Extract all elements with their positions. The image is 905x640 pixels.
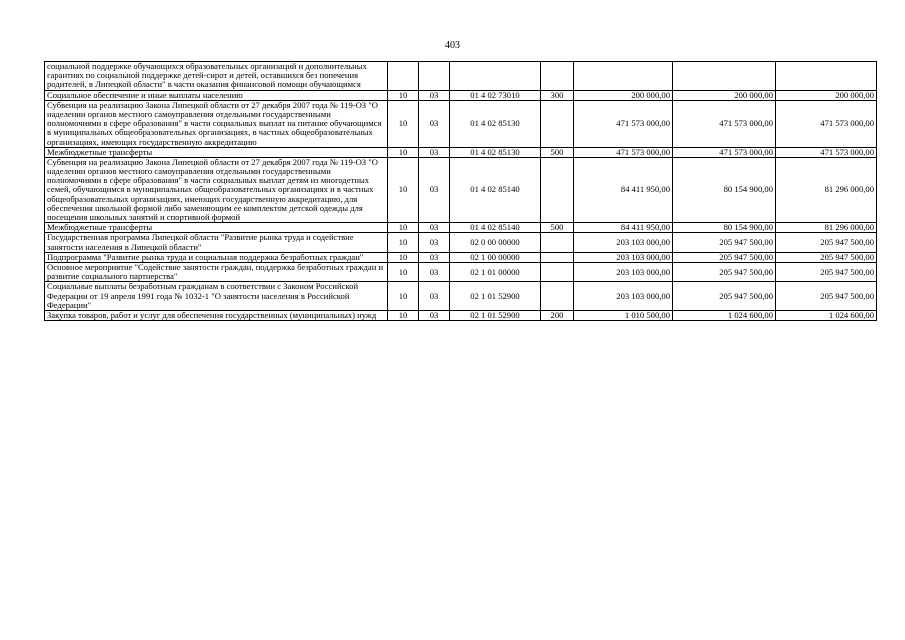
- cell-subsection: 03: [419, 252, 450, 262]
- table-row: [45, 90, 877, 100]
- table-row: [45, 157, 877, 222]
- cell-name: Подпрограмма "Развитие рынка труда и социальная поддержка безработных граждан": [45, 252, 388, 262]
- cell-name: Межбюджетные трансферты: [45, 147, 388, 157]
- cell-expense-type: [541, 252, 574, 262]
- cell-amount-year-3: 471 573 000,00: [776, 147, 877, 157]
- cell-section: [388, 62, 419, 91]
- table-row: [45, 282, 877, 311]
- cell-amount-year-2: 205 947 500,00: [673, 282, 776, 311]
- cell-name: Закупка товаров, работ и услуг для обеспечения государственных (муниципальных) нужд: [45, 310, 388, 320]
- cell-amount-year-2: 1 024 600,00: [673, 310, 776, 320]
- cell-target-article: 02 0 00 00000: [450, 233, 541, 252]
- cell-amount-year-2: 471 573 000,00: [673, 147, 776, 157]
- cell-section: 10: [388, 147, 419, 157]
- cell-target-article: 01 4 02 85130: [450, 147, 541, 157]
- cell-amount-year-2: 80 154 900,00: [673, 157, 776, 222]
- cell-amount-year-2: [673, 62, 776, 91]
- cell-amount-year-3: 1 024 600,00: [776, 310, 877, 320]
- table-row: [45, 233, 877, 252]
- cell-amount-year-2: 471 573 000,00: [673, 100, 776, 147]
- cell-name: Социальные выплаты безработным гражданам в соответствии с Законом Российской Федерации от 19 апреля 1991 года № 1032-1 "О занятости населения в Российской Федерации": [45, 282, 388, 311]
- cell-target-article: 02 1 01 52900: [450, 310, 541, 320]
- cell-target-article: 01 4 02 85130: [450, 100, 541, 147]
- cell-subsection: 03: [419, 223, 450, 233]
- cell-section: 10: [388, 100, 419, 147]
- cell-target-article: 02 1 01 00000: [450, 262, 541, 281]
- cell-expense-type: 500: [541, 147, 574, 157]
- cell-amount-year-1: [574, 62, 673, 91]
- cell-target-article: 01 4 02 85140: [450, 223, 541, 233]
- budget-table-body: [45, 62, 877, 321]
- cell-amount-year-3: [776, 62, 877, 91]
- cell-amount-year-1: 203 103 000,00: [574, 262, 673, 281]
- cell-subsection: 03: [419, 90, 450, 100]
- cell-target-article: 01 4 02 73010: [450, 90, 541, 100]
- cell-amount-year-3: 205 947 500,00: [776, 252, 877, 262]
- cell-section: 10: [388, 252, 419, 262]
- table-row: [45, 262, 877, 281]
- cell-amount-year-2: 205 947 500,00: [673, 252, 776, 262]
- cell-amount-year-2: 205 947 500,00: [673, 233, 776, 252]
- cell-subsection: 03: [419, 262, 450, 281]
- cell-subsection: 03: [419, 157, 450, 222]
- cell-amount-year-1: 84 411 950,00: [574, 223, 673, 233]
- cell-target-article: [450, 62, 541, 91]
- table-row: [45, 100, 877, 147]
- cell-name: Субвенция на реализацию Закона Липецкой области от 27 декабря 2007 года № 119-ОЗ "О наделении органов местного самоуправления отдельными государственными полномочиями в сфере образования" в части социальных выплат детям из многодетных семей, обучающимся в муниципальных общеобразовательных организациях и в частных общеобразовательных организациях, имеющих государственную аккредитацию, для обеспечения школьной формой либо заменяющим ее комплектом детской одежды для посещения школьных занятий и спортивной формой: [45, 157, 388, 222]
- cell-section: 10: [388, 233, 419, 252]
- cell-amount-year-3: 205 947 500,00: [776, 233, 877, 252]
- cell-expense-type: [541, 262, 574, 281]
- cell-amount-year-3: 200 000,00: [776, 90, 877, 100]
- cell-target-article: 02 1 01 52900: [450, 282, 541, 311]
- cell-expense-type: 200: [541, 310, 574, 320]
- cell-expense-type: [541, 100, 574, 147]
- cell-subsection: [419, 62, 450, 91]
- cell-amount-year-2: 205 947 500,00: [673, 262, 776, 281]
- cell-expense-type: [541, 282, 574, 311]
- cell-name: Межбюджетные трансферты: [45, 223, 388, 233]
- cell-name: Субвенция на реализацию Закона Липецкой области от 27 декабря 2007 года № 119-ОЗ "О наделении органов местного самоуправления отдельными государственными полномочиями в сфере образования" в части социальных выплат на питание обучающимся в муниципальных общеобразовательных организациях, в частных общеобразовательных организациях, имеющих государственную аккредитацию: [45, 100, 388, 147]
- cell-amount-year-1: 471 573 000,00: [574, 100, 673, 147]
- cell-expense-type: [541, 233, 574, 252]
- cell-name: Основное мероприятие "Содействие занятости граждан, поддержка безработных граждан и развитие социального партнерства": [45, 262, 388, 281]
- cell-subsection: 03: [419, 310, 450, 320]
- cell-amount-year-2: 80 154 900,00: [673, 223, 776, 233]
- cell-amount-year-1: 84 411 950,00: [574, 157, 673, 222]
- cell-subsection: 03: [419, 147, 450, 157]
- cell-section: 10: [388, 310, 419, 320]
- cell-expense-type: 500: [541, 223, 574, 233]
- cell-amount-year-1: 203 103 000,00: [574, 282, 673, 311]
- cell-amount-year-3: 81 296 000,00: [776, 157, 877, 222]
- cell-amount-year-3: 205 947 500,00: [776, 282, 877, 311]
- table-row: [45, 223, 877, 233]
- table-row: [45, 252, 877, 262]
- cell-amount-year-3: 205 947 500,00: [776, 262, 877, 281]
- cell-section: 10: [388, 157, 419, 222]
- cell-subsection: 03: [419, 233, 450, 252]
- cell-name: Социальное обеспечение и иные выплаты населению: [45, 90, 388, 100]
- page-number: 403: [445, 40, 460, 51]
- cell-section: 10: [388, 223, 419, 233]
- table-row: [45, 147, 877, 157]
- cell-expense-type: [541, 157, 574, 222]
- cell-amount-year-1: 1 010 500,00: [574, 310, 673, 320]
- cell-amount-year-2: 200 000,00: [673, 90, 776, 100]
- table-row: [45, 310, 877, 320]
- table-row: [45, 62, 877, 91]
- cell-section: 10: [388, 262, 419, 281]
- cell-amount-year-3: 471 573 000,00: [776, 100, 877, 147]
- cell-amount-year-3: 81 296 000,00: [776, 223, 877, 233]
- cell-target-article: 02 1 00 00000: [450, 252, 541, 262]
- cell-expense-type: 300: [541, 90, 574, 100]
- cell-subsection: 03: [419, 100, 450, 147]
- cell-amount-year-1: 471 573 000,00: [574, 147, 673, 157]
- cell-section: 10: [388, 90, 419, 100]
- cell-expense-type: [541, 62, 574, 91]
- cell-target-article: 01 4 02 85140: [450, 157, 541, 222]
- cell-amount-year-1: 203 103 000,00: [574, 252, 673, 262]
- cell-name: социальной поддержке обучающихся образовательных организаций и дополнительных гарантиях по социальной поддержке детей-сирот и детей, оставшихся без попечения родителей, в Липецкой области" в части оказания финансовой помощи обучающимся: [45, 62, 388, 91]
- cell-section: 10: [388, 282, 419, 311]
- budget-table: [44, 61, 877, 321]
- cell-subsection: 03: [419, 282, 450, 311]
- cell-name: Государственная программа Липецкой области "Развитие рынка труда и содействие занятости населения в Липецкой области": [45, 233, 388, 252]
- cell-amount-year-1: 200 000,00: [574, 90, 673, 100]
- cell-amount-year-1: 203 103 000,00: [574, 233, 673, 252]
